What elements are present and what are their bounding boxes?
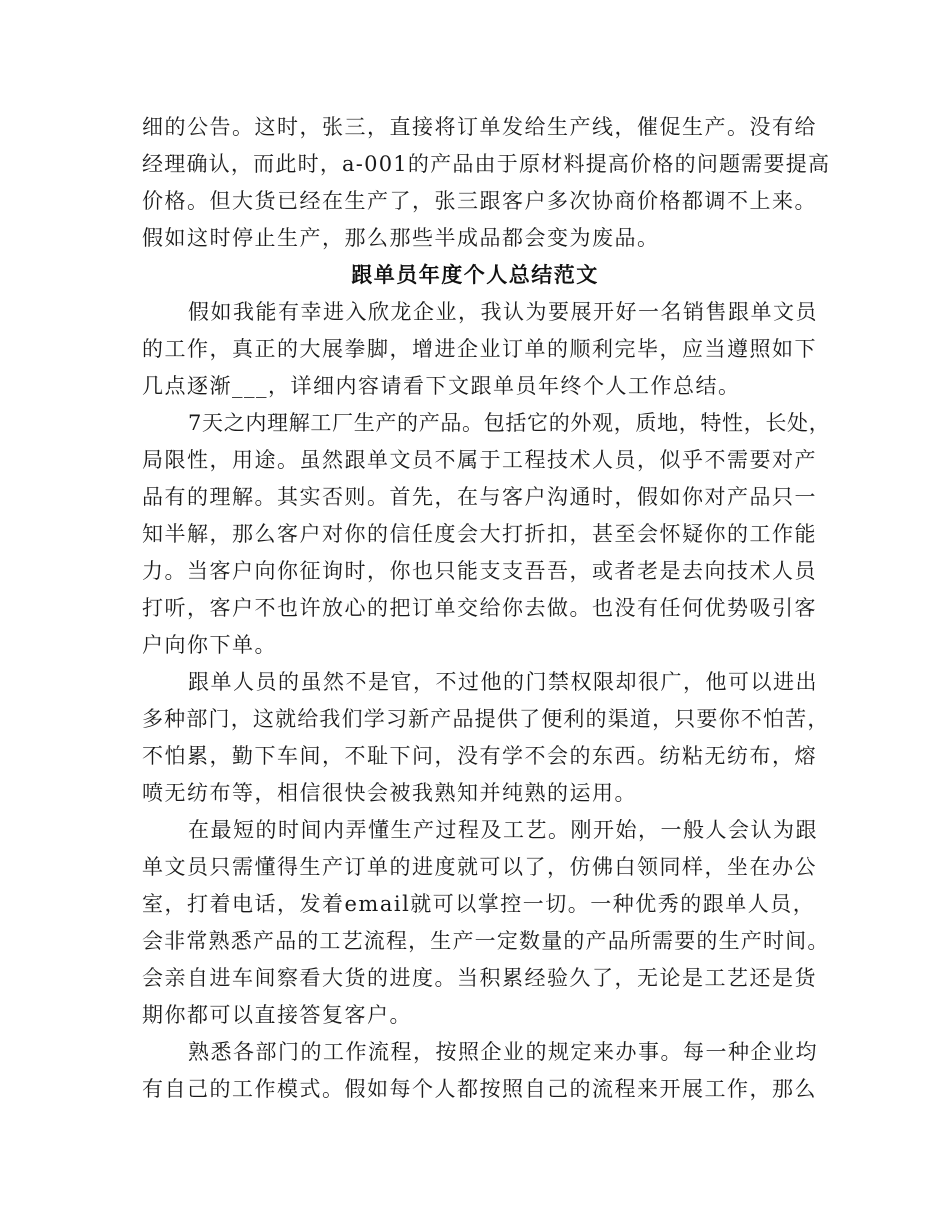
paragraph-line: 会非常熟悉产品的工艺流程，生产一定数量的产品所需要的生产时间。 — [142, 929, 830, 953]
paragraph-line: 假如我能有幸进入欣龙企业，我认为要展开好一名销售跟单文员 — [188, 300, 818, 324]
paragraph-line: 7天之内理解工厂生产的产品。包括它的外观，质地，特性，长处， — [188, 411, 831, 435]
section-title: 跟单员年度个人总结范文 — [351, 263, 599, 287]
paragraph-line: 喷无纺布等，相信很快会被我熟知并纯熟的运用。 — [142, 781, 637, 805]
paragraph-line: 单文员只需懂得生产订单的进度就可以了，仿佛白领同样，坐在办公 — [142, 855, 817, 879]
paragraph-line: 几点逐渐___，详细内容请看下文跟单员年终个人工作总结。 — [142, 374, 741, 398]
paragraph-line: 的工作，真正的大展拳脚，增进企业订单的顺利完毕，应当遵照如下 — [142, 337, 817, 361]
paragraph-line: 跟单人员的虽然不是官，不过他的门禁权限却很广，他可以进出 — [188, 670, 818, 694]
paragraph-line: 力。当客户向你征询时，你也只能支支吾吾，或者老是去向技术人员 — [142, 559, 817, 583]
paragraph-line: 价格。但大货已经在生产了，张三跟客户多次协商价格都调不上来。 — [142, 189, 817, 213]
paragraph-line: 期你都可以直接答复客户。 — [142, 1003, 412, 1027]
paragraph-line: 会亲自进车间察看大货的进度。当积累经验久了，无论是工艺还是货 — [142, 966, 817, 990]
paragraph-line: 有自己的工作模式。假如每个人都按照自己的流程来开展工作，那么 — [142, 1077, 817, 1101]
paragraph-line: 熟悉各部门的工作流程，按照企业的规定来办事。每一种企业均 — [188, 1040, 818, 1064]
paragraph-line: 在最短的时间内弄懂生产过程及工艺。刚开始，一般人会认为跟 — [188, 818, 818, 842]
paragraph-line: 假如这时停止生产，那么那些半成品都会变为废品。 — [142, 226, 660, 250]
paragraph-line: 品有的理解。其实否则。首先，在与客户沟通时，假如你对产品只一 — [142, 485, 817, 509]
paragraph-line: 局限性，用途。虽然跟单文员不属于工程技术人员，似乎不需要对产 — [142, 448, 817, 472]
paragraph-line: 不怕累，勤下车间，不耻下问，没有学不会的东西。纺粘无纺布，熔 — [142, 744, 817, 768]
paragraph-line: 经理确认，而此时，a-001的产品由于原材料提高价格的问题需要提高 — [142, 152, 831, 176]
paragraph-line: 户向你下单。 — [142, 633, 277, 657]
paragraph-line: 细的公告。这时，张三，直接将订单发给生产线，催促生产。没有给 — [142, 115, 817, 139]
paragraph-line: 多种部门，这就给我们学习新产品提供了便利的渠道，只要你不怕苦， — [142, 707, 830, 731]
paragraph-line: 室，打着电话，发着email就可以掌控一切。一种优秀的跟单人员， — [142, 892, 816, 916]
paragraph-line: 知半解，那么客户对你的信任度会大打折扣，甚至会怀疑你的工作能 — [142, 522, 817, 546]
paragraph-line: 打听，客户不也许放心的把订单交给你去做。也没有任何优势吸引客 — [142, 596, 817, 620]
